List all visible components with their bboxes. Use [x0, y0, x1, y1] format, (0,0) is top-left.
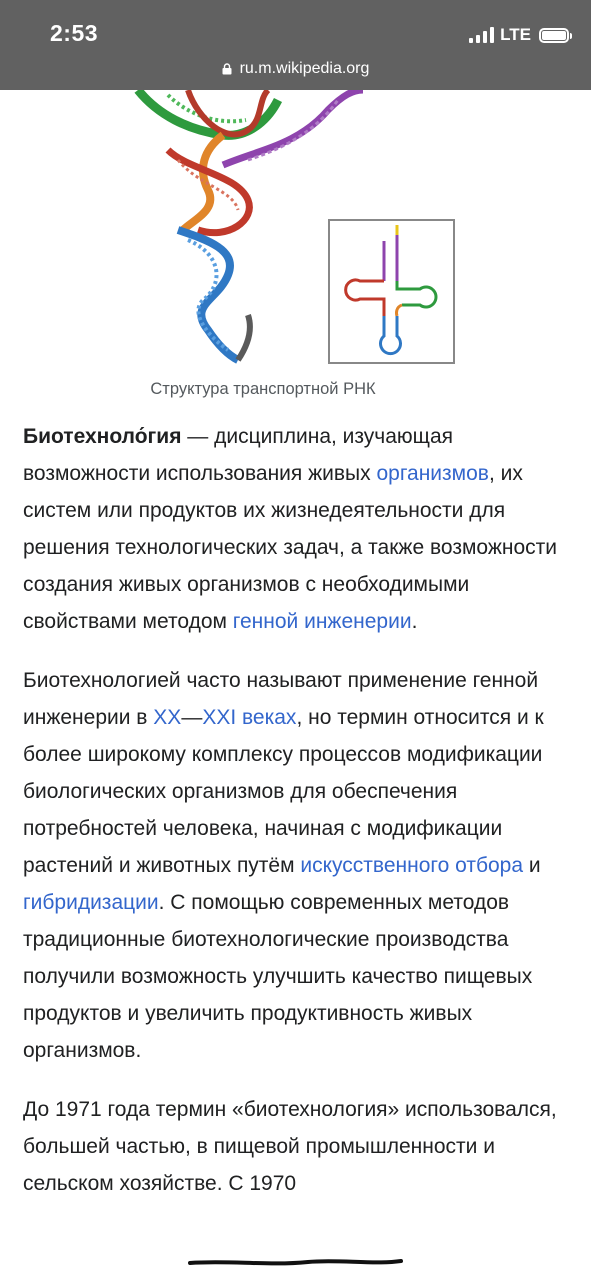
link-organizmov[interactable]: организмов	[376, 462, 489, 485]
battery-icon	[539, 28, 569, 43]
link-gennoy-inzhenerii[interactable]: генной инженерии	[232, 610, 412, 633]
scribble-mark	[188, 1253, 403, 1273]
trna-cloverleaf-diagram[interactable]	[328, 219, 455, 364]
status-time: 2:53	[50, 20, 99, 46]
link-xx[interactable]: XX	[153, 706, 182, 729]
url-text[interactable]: ru.m.wikipedia.org	[239, 60, 370, 77]
url-bar[interactable]	[0, 56, 591, 82]
trna-figure[interactable]	[0, 90, 591, 410]
paragraph-second: Биотехнологией часто называют применение генной инженерии в XX—XXI веках, но термин относится и к более широкому комплексу процессов модификации биологических организмов для обеспечения потребностей человека, начиная с модификации растений и животных путём искусственного отбора и гибридизации. С помощью современных методов традиционные биотехнологические производства получили возможность улучшить качество пищевых продуктов и увеличить продуктивность живых организмов.	[23, 669, 544, 1062]
link-gibridizatsii[interactable]: гибридизации	[23, 891, 159, 914]
lock-icon	[222, 63, 232, 75]
cloverleaf-icon	[330, 221, 453, 362]
signal-strength-icon	[469, 27, 494, 43]
link-xxi-vekah[interactable]: XXI веках	[202, 706, 297, 729]
figure-caption: Структура транспортной РНК	[150, 380, 376, 398]
paragraph-third: До 1971 года термин «биотехнология» использовался, большей частью, в пищевой промышленности и сельском хозяйстве. С 1970	[23, 1098, 557, 1195]
paragraph-intro: Биотехноло́гия — дисциплина, изучающая возможности использования живых организмов, их систем или продуктов их жизнедеятельности для решения технологических задач, а также возможности создания живых организмов с необходимыми свойствами методом генной инженерии.	[23, 425, 558, 633]
article-body	[23, 418, 571, 1224]
status-indicators	[469, 24, 569, 46]
network-type: LTE	[500, 25, 531, 44]
browser-top-bar	[0, 0, 591, 90]
article-term: Биотехноло́гия	[23, 425, 182, 448]
link-iskusstvennogo-otbora[interactable]: искусственного отбора	[300, 854, 524, 877]
